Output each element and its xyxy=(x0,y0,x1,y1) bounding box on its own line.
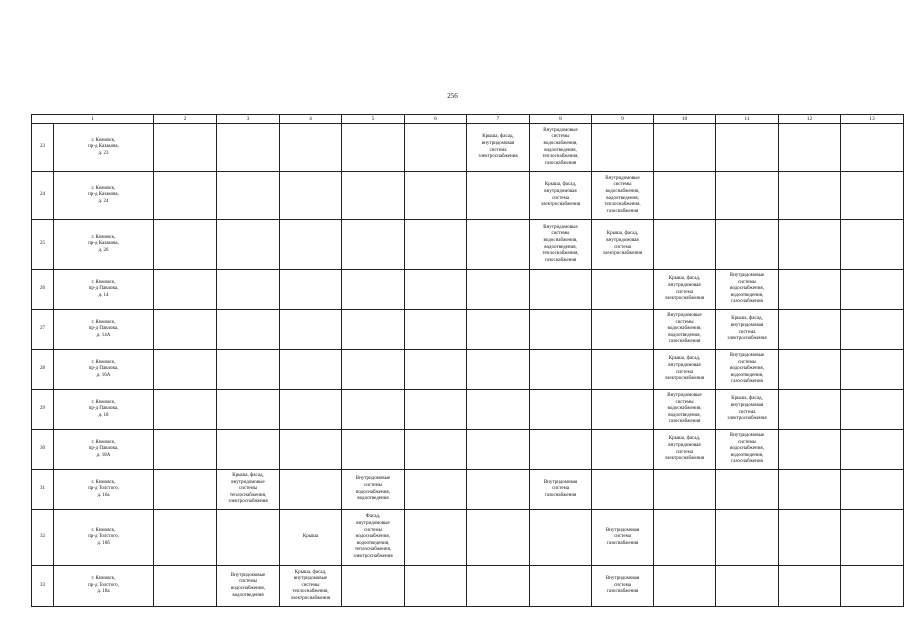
address-cell: г. Кимовск, пр-д Павлова, д. 14 xyxy=(54,270,154,310)
work-cell xyxy=(405,124,467,172)
work-cell xyxy=(592,470,654,510)
work-cell: Крыша, фасад, внутридомовая система электроснабжения xyxy=(654,430,716,470)
work-cell xyxy=(841,172,904,220)
work-cell xyxy=(530,310,592,350)
address-cell: г. Кимовск, пр-д Павлова, д. 16А xyxy=(54,350,154,390)
work-cell xyxy=(405,390,467,430)
work-cell xyxy=(779,124,841,172)
work-cell xyxy=(841,510,904,566)
work-cell xyxy=(342,310,405,350)
work-cell xyxy=(217,310,280,350)
work-cell xyxy=(280,124,342,172)
address-cell: г. Кимовск, пр-д Толстого, д. 16б xyxy=(54,510,154,566)
work-cell xyxy=(592,430,654,470)
address-cell: г. Кимовск, пр-д Казакова, д. 24 xyxy=(54,172,154,220)
work-cell xyxy=(154,350,217,390)
work-cell xyxy=(154,430,217,470)
work-cell xyxy=(654,220,716,270)
work-cell xyxy=(217,220,280,270)
column-header: 10 xyxy=(654,115,716,124)
column-header: 1 xyxy=(32,115,154,124)
work-cell xyxy=(154,124,217,172)
work-cell xyxy=(467,430,530,470)
column-header: 12 xyxy=(779,115,841,124)
work-cell xyxy=(405,566,467,607)
work-cell xyxy=(217,172,280,220)
work-cell: Внутридомовая система газоснабжения xyxy=(530,470,592,510)
address-cell: г. Кимовск, пр-д Толстого, д. 16а xyxy=(54,470,154,510)
table-row xyxy=(32,430,904,470)
work-cell xyxy=(716,470,779,510)
work-cell xyxy=(592,310,654,350)
work-cell xyxy=(779,350,841,390)
column-header: 9 xyxy=(592,115,654,124)
work-cell: Внутридомовые системы водоснабжения, водоотведения, теплоснабжения, газоснабжения xyxy=(592,172,654,220)
work-cell: Внутридомовые системы водоснабжения, водоотведения, газоснабжения xyxy=(654,390,716,430)
row-number: 33 xyxy=(32,566,54,607)
work-cell xyxy=(467,510,530,566)
work-cell: Внутридомовые системы водоснабжения, водоотведения, газоснабжения xyxy=(716,270,779,310)
work-cell xyxy=(841,124,904,172)
work-cell xyxy=(154,172,217,220)
row-number: 27 xyxy=(32,310,54,350)
work-cell xyxy=(467,172,530,220)
work-cell xyxy=(716,172,779,220)
work-cell xyxy=(530,350,592,390)
work-cell xyxy=(530,270,592,310)
work-cell xyxy=(280,430,342,470)
table-row xyxy=(32,172,904,220)
address-cell: г. Кимовск, пр-д Павлова, д. 14А xyxy=(54,310,154,350)
work-cell: Крыша, фасад, внутридомовые системы теплоснабжения, электроснабжения xyxy=(280,566,342,607)
work-cell xyxy=(716,124,779,172)
work-cell: Крыша, фасад, внутридомовая система электроснабжения xyxy=(530,172,592,220)
work-cell xyxy=(280,390,342,430)
work-cell xyxy=(405,310,467,350)
work-cell: Крыша, фасад, внутридомовая система электроснабжения xyxy=(654,350,716,390)
work-cell xyxy=(467,390,530,430)
work-cell xyxy=(592,124,654,172)
work-cell: Внутридомовые системы водоснабжения, водоотведения, теплоснабжения, газоснабжения xyxy=(530,124,592,172)
work-cell xyxy=(592,390,654,430)
work-cell xyxy=(841,350,904,390)
register-table xyxy=(31,114,904,607)
work-cell xyxy=(405,430,467,470)
work-cell xyxy=(530,430,592,470)
work-cell: Крыша xyxy=(280,510,342,566)
work-cell xyxy=(716,220,779,270)
work-cell xyxy=(280,470,342,510)
work-cell xyxy=(280,310,342,350)
work-cell xyxy=(779,470,841,510)
row-number: 31 xyxy=(32,470,54,510)
work-cell xyxy=(154,566,217,607)
work-cell xyxy=(405,172,467,220)
work-cell: Внутридомовые системы водоснабжения, водоотведения, теплоснабжения, газоснабжения xyxy=(530,220,592,270)
work-cell xyxy=(342,390,405,430)
work-cell xyxy=(654,124,716,172)
work-cell xyxy=(841,430,904,470)
work-cell xyxy=(467,310,530,350)
row-number: 30 xyxy=(32,430,54,470)
table-row xyxy=(32,270,904,310)
column-header: 8 xyxy=(530,115,592,124)
work-cell xyxy=(280,220,342,270)
work-cell xyxy=(405,220,467,270)
table-row xyxy=(32,350,904,390)
table-row xyxy=(32,220,904,270)
work-cell: Крыша, фасад, внутридомовые системы теплоснабжения, электроснабжения xyxy=(217,470,280,510)
work-cell xyxy=(405,510,467,566)
work-cell xyxy=(841,270,904,310)
table-row xyxy=(32,510,904,566)
address-cell: г. Кимовск, пр-д Казакова, д. 26 xyxy=(54,220,154,270)
work-cell xyxy=(217,430,280,470)
work-cell xyxy=(342,430,405,470)
work-cell: Внутридомовая система газоснабжения xyxy=(592,510,654,566)
work-cell xyxy=(841,310,904,350)
work-cell xyxy=(467,270,530,310)
work-cell xyxy=(280,350,342,390)
address-cell: г. Кимовск, пр-д Павлова, д. 18 xyxy=(54,390,154,430)
work-cell xyxy=(467,470,530,510)
header-row xyxy=(32,115,904,124)
table-row xyxy=(32,310,904,350)
work-cell xyxy=(154,310,217,350)
work-cell: Внутридомовые системы водоснабжения, водоотведения xyxy=(217,566,280,607)
row-number: 23 xyxy=(32,124,54,172)
work-cell xyxy=(342,350,405,390)
work-cell xyxy=(217,510,280,566)
work-cell xyxy=(592,350,654,390)
work-cell xyxy=(654,470,716,510)
row-number: 24 xyxy=(32,172,54,220)
work-cell xyxy=(779,566,841,607)
table-row xyxy=(32,124,904,172)
column-header: 7 xyxy=(467,115,530,124)
work-cell xyxy=(217,124,280,172)
row-number: 32 xyxy=(32,510,54,566)
column-header: 2 xyxy=(154,115,217,124)
work-cell: Фасад, внутридомовые системы водоснабжения, водоотведения, теплоснабжения, электроснабжения xyxy=(342,510,405,566)
work-cell xyxy=(841,390,904,430)
work-cell xyxy=(779,430,841,470)
work-cell xyxy=(342,566,405,607)
column-header: 13 xyxy=(841,115,904,124)
work-cell xyxy=(530,510,592,566)
work-cell xyxy=(154,270,217,310)
row-number: 28 xyxy=(32,350,54,390)
work-cell xyxy=(841,566,904,607)
work-cell xyxy=(154,390,217,430)
address-cell: г. Кимовск, пр-д Павлова, д. 18А xyxy=(54,430,154,470)
work-cell: Внутридомовые системы водоснабжения, водоотведения, газоснабжения xyxy=(654,310,716,350)
work-cell xyxy=(654,566,716,607)
work-cell: Внутридомовые системы водоснабжения, водоотведения, газоснабжения xyxy=(716,350,779,390)
work-cell xyxy=(405,470,467,510)
work-cell xyxy=(217,270,280,310)
address-cell: г. Кимовск, пр-д Казакова, д. 23 xyxy=(54,124,154,172)
work-cell xyxy=(342,172,405,220)
work-cell: Крыша, фасад, внутридомовая система электроснабжения xyxy=(716,390,779,430)
work-cell xyxy=(405,350,467,390)
work-cell xyxy=(530,390,592,430)
work-cell xyxy=(779,270,841,310)
work-cell: Крыша, фасад, внутридомовая система электроснабжения xyxy=(592,220,654,270)
work-cell xyxy=(467,220,530,270)
work-cell: Внутридомовые системы водоснабжения, водоотведения, газоснабжения xyxy=(716,430,779,470)
work-cell xyxy=(779,172,841,220)
work-cell xyxy=(779,220,841,270)
work-cell xyxy=(467,566,530,607)
work-cell xyxy=(841,220,904,270)
work-cell xyxy=(779,310,841,350)
work-cell xyxy=(342,270,405,310)
work-cell xyxy=(716,566,779,607)
work-cell xyxy=(467,350,530,390)
column-header: 5 xyxy=(342,115,405,124)
row-number: 29 xyxy=(32,390,54,430)
work-cell xyxy=(405,270,467,310)
work-cell xyxy=(154,220,217,270)
work-cell xyxy=(530,566,592,607)
column-header: 6 xyxy=(405,115,467,124)
work-cell: Крыша, фасад, внутридомовая система электроснабжения xyxy=(654,270,716,310)
work-cell xyxy=(154,470,217,510)
work-cell xyxy=(779,510,841,566)
work-cell: Внутридомовые системы водоснабжения, водоотведения xyxy=(342,470,405,510)
work-cell xyxy=(217,390,280,430)
column-header: 11 xyxy=(716,115,779,124)
row-number: 26 xyxy=(32,270,54,310)
work-cell xyxy=(779,390,841,430)
row-number: 25 xyxy=(32,220,54,270)
work-cell xyxy=(654,172,716,220)
work-cell: Внутридомовая система газоснабжения xyxy=(592,566,654,607)
work-cell xyxy=(841,470,904,510)
table-row xyxy=(32,566,904,607)
page-number: 256 xyxy=(447,92,458,100)
table-row xyxy=(32,390,904,430)
work-cell xyxy=(280,270,342,310)
work-cell xyxy=(654,510,716,566)
work-cell xyxy=(592,270,654,310)
work-cell: Крыша, фасад, внутридомовая система электроснабжения xyxy=(716,310,779,350)
work-cell xyxy=(217,350,280,390)
work-cell: Крыша, фасад, внутридомовая система электроснабжения xyxy=(467,124,530,172)
work-cell xyxy=(342,220,405,270)
work-cell xyxy=(342,124,405,172)
column-header: 4 xyxy=(280,115,342,124)
work-cell xyxy=(280,172,342,220)
work-cell xyxy=(154,510,217,566)
table-row xyxy=(32,470,904,510)
column-header: 3 xyxy=(217,115,280,124)
work-cell xyxy=(716,510,779,566)
address-cell: г. Кимовск, пр-д Толстого, д. 18а xyxy=(54,566,154,607)
